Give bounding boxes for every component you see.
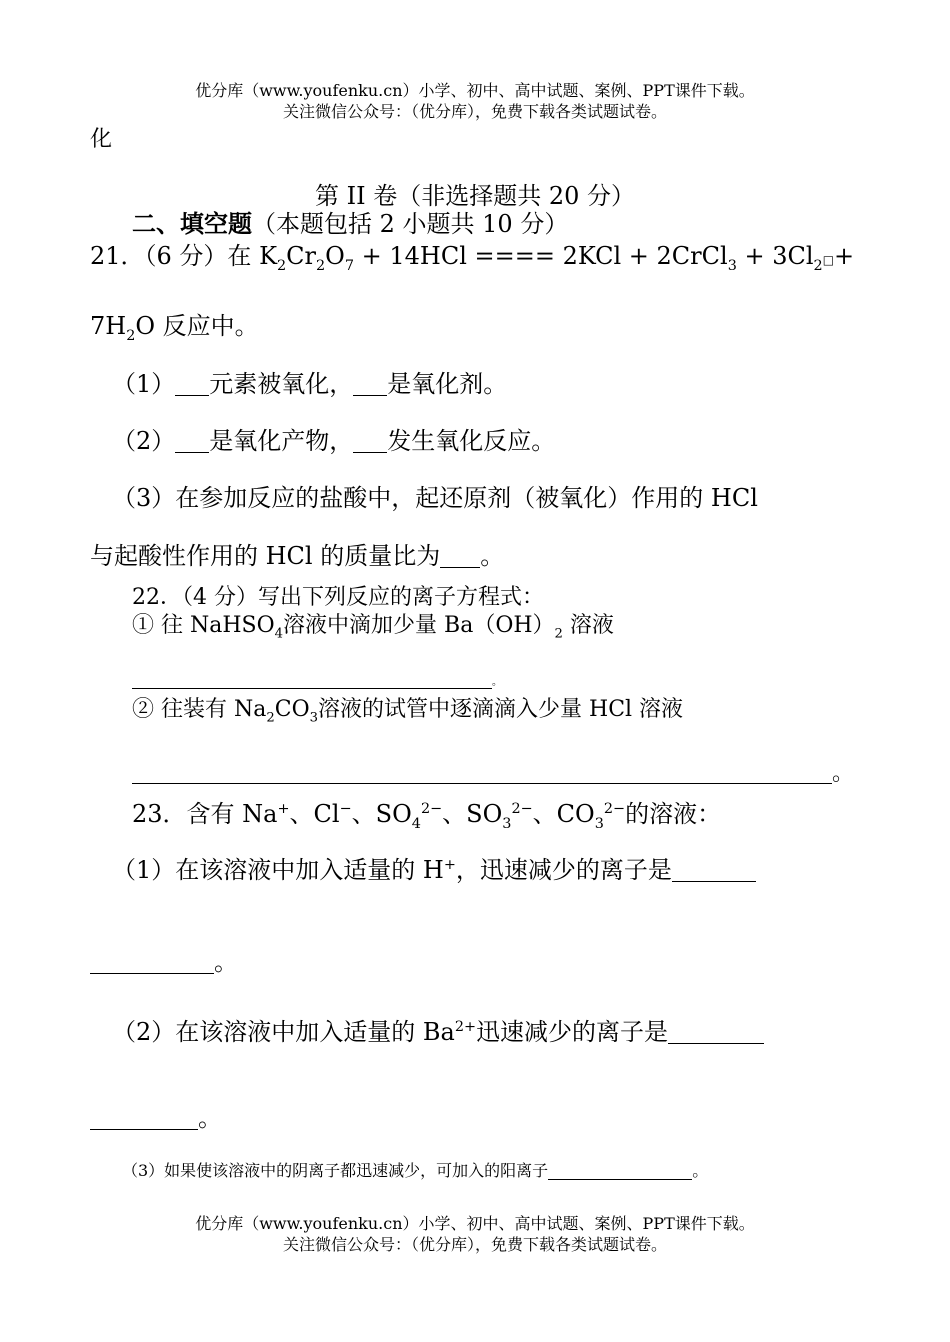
page-footer-line2: 关注微信公众号：（优分库），免费下载各类试题试卷。: [282, 1235, 667, 1254]
text: 23．含有 Na: [132, 800, 278, 828]
part-two-label: 二、填空题: [132, 209, 252, 238]
q21-h2o-b: O 反应中。: [135, 312, 259, 340]
q23-part1: [112, 850, 756, 885]
q21-o: O: [325, 242, 345, 270]
text: 是氧化剂。: [387, 370, 508, 398]
text: 、CO: [532, 800, 595, 828]
text: 。: [692, 1161, 709, 1180]
label: （1）: [112, 370, 176, 398]
text: 。: [198, 1104, 222, 1132]
q22-item1-answer: [132, 668, 502, 689]
text: 。: [214, 948, 238, 976]
sub: 3: [502, 815, 512, 832]
q22-item2: [132, 692, 684, 726]
text: 、Cl: [289, 800, 340, 828]
text: 溶液: [562, 613, 614, 638]
sub: 4: [274, 626, 284, 642]
text: 迅速减少的离子是: [476, 1018, 669, 1046]
q21-part3: （3）在参加反应的盐酸中，起还原剂（被氧化）作用的 HCl: [112, 484, 758, 512]
answer-blank[interactable]: [353, 430, 387, 453]
text: 、SO: [442, 800, 503, 828]
q21-part1: [112, 364, 507, 399]
q21-part2: [112, 421, 555, 456]
missing-glyph: □: [822, 253, 835, 267]
text: 溶液中滴加少量 Ba（OH）: [283, 613, 555, 638]
stray-character: 化: [90, 127, 113, 152]
answer-blank[interactable]: [672, 859, 756, 882]
q21-plus: +: [834, 242, 855, 270]
sup: −: [339, 801, 352, 817]
answer-blank[interactable]: [132, 761, 832, 784]
q21-lead: 21．（6 分）在 K: [90, 242, 277, 270]
sup: 2+: [454, 1019, 477, 1035]
sub: 2: [266, 710, 275, 726]
q21-h2o-a: 7H: [90, 312, 127, 340]
q22-item1: [132, 608, 614, 642]
answer-blank[interactable]: [175, 373, 209, 396]
page-footer-line1: 优分库（www.youfenku.cn）小学、初中、高中试题、案例、PPT课件下载。: [195, 1214, 755, 1233]
answer-blank[interactable]: [175, 430, 209, 453]
q21-part3-cont: [90, 536, 504, 571]
sub: 2: [813, 257, 823, 274]
q21-cl2: + 3Cl: [736, 242, 814, 270]
text: ② 往装有 Na: [132, 697, 267, 722]
page-header-line2: 关注微信公众号：（优分库），免费下载各类试题试卷。: [282, 102, 667, 121]
q22-title: 22．（4 分）写出下列反应的离子方程式：: [132, 585, 544, 610]
sub: 2: [316, 257, 326, 274]
text: 与起酸性作用的 HCl 的质量比为: [90, 542, 441, 570]
answer-blank[interactable]: [548, 1161, 692, 1180]
sub: 3: [727, 257, 737, 274]
answer-blank[interactable]: [90, 1107, 198, 1130]
q21-eq-mid: + 14HCl ==== 2KCl + 2CrCl: [354, 242, 728, 270]
text: 。: [480, 542, 505, 570]
text: ，迅速减少的离子是: [455, 856, 672, 884]
text: 的溶液：: [625, 800, 722, 828]
text: 是氧化产物，: [209, 427, 354, 455]
answer-blank[interactable]: [353, 373, 387, 396]
sup: +: [443, 857, 456, 873]
sub: 2: [554, 626, 563, 642]
text: 。: [832, 761, 855, 786]
q21-equation: [90, 236, 855, 274]
sub: 7: [344, 257, 354, 274]
q23-title: [132, 794, 722, 832]
text: （1）在该溶液中加入适量的 H: [112, 856, 444, 884]
q23-part1-cont: [90, 942, 238, 977]
answer-blank[interactable]: [90, 951, 214, 974]
q23-part3: [122, 1158, 708, 1181]
answer-blank[interactable]: [440, 545, 480, 568]
sub: 2: [277, 257, 287, 274]
sub: 2: [126, 327, 136, 344]
text: CO: [274, 697, 310, 722]
text: 元素被氧化，: [209, 370, 354, 398]
text: ① 往 NaHSO: [132, 613, 275, 638]
text: 。: [492, 677, 502, 688]
part-two-heading: [132, 204, 568, 239]
text: 溶液的试管中逐滴滴入少量 HCl 溶液: [318, 697, 684, 722]
sup: 2−: [420, 801, 443, 817]
section-title: 第 II 卷（非选择题共 20 分）: [314, 182, 635, 210]
q21-equation-cont: [90, 306, 259, 344]
q22-item2-answer: [132, 756, 854, 787]
part-two-note: （本题包括 2 小题共 10 分）: [252, 210, 569, 238]
sub: 4: [411, 815, 421, 832]
q23-part2-cont: [90, 1098, 222, 1133]
sub: 3: [309, 710, 319, 726]
q21-cr: Cr: [286, 242, 316, 270]
answer-blank[interactable]: [132, 668, 492, 689]
text: （3）如果使该溶液中的阴离子都迅速减少，可加入的阳离子: [122, 1161, 549, 1180]
sub: 3: [594, 815, 604, 832]
q23-part2: [112, 1012, 764, 1047]
page-header-line1: 优分库（www.youfenku.cn）小学、初中、高中试题、案例、PPT课件下载。: [195, 81, 755, 100]
sup: 2−: [603, 801, 626, 817]
sup: +: [277, 801, 290, 817]
text: 发生氧化反应。: [387, 427, 556, 455]
answer-blank[interactable]: [668, 1021, 764, 1044]
text: 、SO: [351, 800, 412, 828]
text: （2）在该溶液中加入适量的 Ba: [112, 1018, 455, 1046]
sup: 2−: [511, 801, 533, 817]
label: （2）: [112, 427, 176, 455]
